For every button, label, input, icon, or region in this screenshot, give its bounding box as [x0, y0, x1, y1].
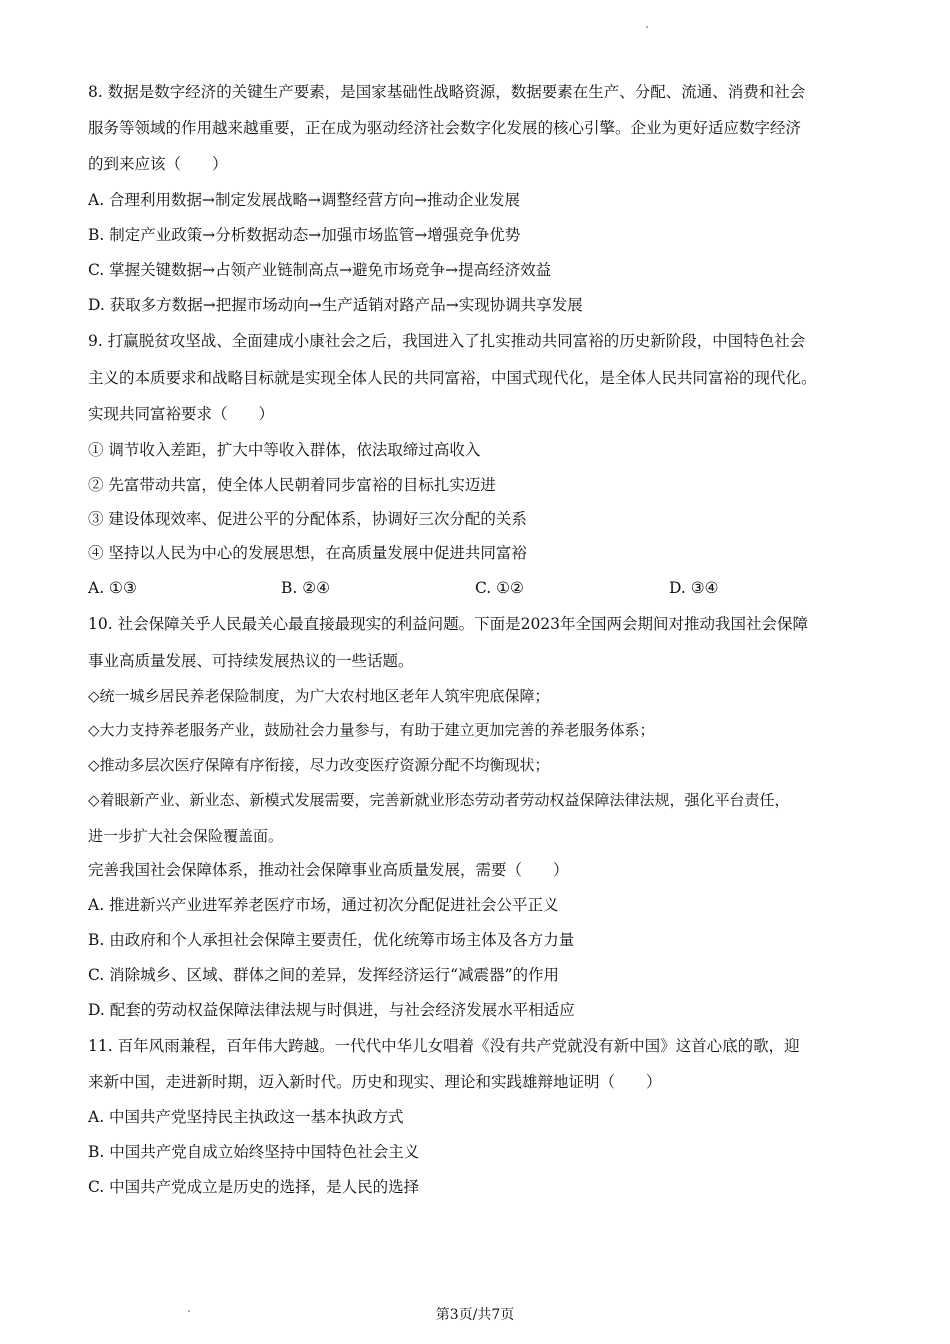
q9-item-4: ④ 坚持以人民为中心的发展思想，在高质量发展中促进共同富裕 — [88, 544, 527, 562]
q9-item-2: ② 先富带动共富，使全体人民朝着同步富裕的目标扎实迈进 — [88, 476, 496, 494]
q9-item-3: ③ 建设体现效率、促进公平的分配体系，协调好三次分配的关系 — [88, 510, 527, 528]
q8-option-b: B. 制定产业政策→分析数据动态→加强市场监管→增强竞争优势 — [88, 226, 521, 244]
q10-bullet-2: ◇大力支持养老服务产业，鼓励社会力量参与，有助于建立更加完善的养老服务体系； — [88, 721, 655, 739]
q8-option-c: C. 掌握关键数据→占领产业链制高点→避免市场竞争→提高经济效益 — [88, 261, 552, 279]
q10-bullet-4: ◇着眼新产业、新业态、新模式发展需要，完善新就业形态劳动者劳动权益保障法律法规，强化平台责任， — [88, 791, 790, 809]
q11-stem-line-2: 来新中国，走进新时期，迈入新时代。历史和现实、理论和实践雄辩地证明（ ） — [88, 1073, 662, 1091]
q8-option-d: D. 获取多方数据→把握市场动向→生产适销对路产品→实现协调共享发展 — [88, 296, 583, 314]
q9-stem-line-1: 9. 打赢脱贫攻坚战、全面建成小康社会之后，我国进入了扎实推动共同富裕的历史新阶段，中国特色社会 — [88, 332, 806, 350]
q9-option-b: B. ②④ — [281, 579, 331, 597]
q9-stem-line-3: 实现共同富裕要求（ ） — [88, 405, 275, 423]
q10-stem-line-2: 事业高质量发展、可持续发展热议的一些话题。 — [88, 652, 414, 670]
q9-option-c: C. ①② — [475, 579, 524, 597]
page-number: 第3页/共7页 — [435, 1307, 515, 1323]
q10-option-c: C. 消除城乡、区域、群体之间的差异，发挥经济运行“减震器”的作用 — [88, 966, 560, 984]
q10-bullet-3: ◇推动多层次医疗保障有序衔接，尽力改变医疗资源分配不均衡现状； — [88, 756, 550, 774]
q10-question: 完善我国社会保障体系，推动社会保障事业高质量发展，需要（ ） — [88, 861, 569, 879]
q11-option-a: A. 中国共产党坚持民主执政这一基本执政方式 — [88, 1108, 404, 1126]
scan-dot — [646, 26, 648, 28]
q10-option-a: A. 推进新兴产业进军养老医疗市场，通过初次分配促进社会公平正义 — [88, 896, 559, 914]
q11-stem-line-1: 11. 百年风雨兼程，百年伟大跨越。一代代中华儿女唱着《没有共产党就没有新中国》这首心底的歌，迎 — [88, 1037, 800, 1055]
q8-stem-line-1: 8. 数据是数字经济的关键生产要素，是国家基础性战略资源，数据要素在生产、分配、流通、消费和社会 — [88, 83, 806, 101]
q11-option-c: C. 中国共产党成立是历史的选择，是人民的选择 — [88, 1178, 420, 1196]
q8-option-a: A. 合理利用数据→制定发展战略→调整经营方向→推动企业发展 — [88, 191, 521, 209]
q10-stem-line-1: 10. 社会保障关乎人民最关心最直接最现实的利益问题。下面是2023年全国两会期间对推动我国社会保障 — [88, 615, 809, 633]
q9-option-d: D. ③④ — [669, 579, 719, 597]
q11-option-b: B. 中国共产党自成立始终坚持中国特色社会主义 — [88, 1143, 420, 1161]
q9-item-1: ① 调节收入差距，扩大中等收入群体，依法取缔过高收入 — [88, 441, 481, 459]
q9-option-a: A. ①③ — [88, 579, 137, 597]
q8-stem-line-2: 服务等领域的作用越来越重要，正在成为驱动经济社会数字化发展的核心引擎。企业为更好适应数字经济 — [88, 119, 802, 137]
q10-bullet-4-cont: 进一步扩大社会保险覆盖面。 — [88, 827, 284, 845]
q10-bullet-1: ◇统一城乡居民养老保险制度，为广大农村地区老年人筑牢兜底保障； — [88, 687, 550, 705]
q10-option-d: D. 配套的劳动权益保障法律法规与时俱进，与社会经济发展水平相适应 — [88, 1001, 575, 1019]
q10-option-b: B. 由政府和个人承担社会保障主要责任，优化统筹市场主体及各方力量 — [88, 931, 575, 949]
q8-stem-line-3: 的到来应该（ ） — [88, 155, 228, 173]
q9-stem-line-2: 主义的本质要求和战略目标就是实现全体人民的共同富裕，中国式现代化，是全体人民共同富裕的现代化。 — [88, 369, 817, 387]
q9-options-row — [88, 578, 848, 598]
